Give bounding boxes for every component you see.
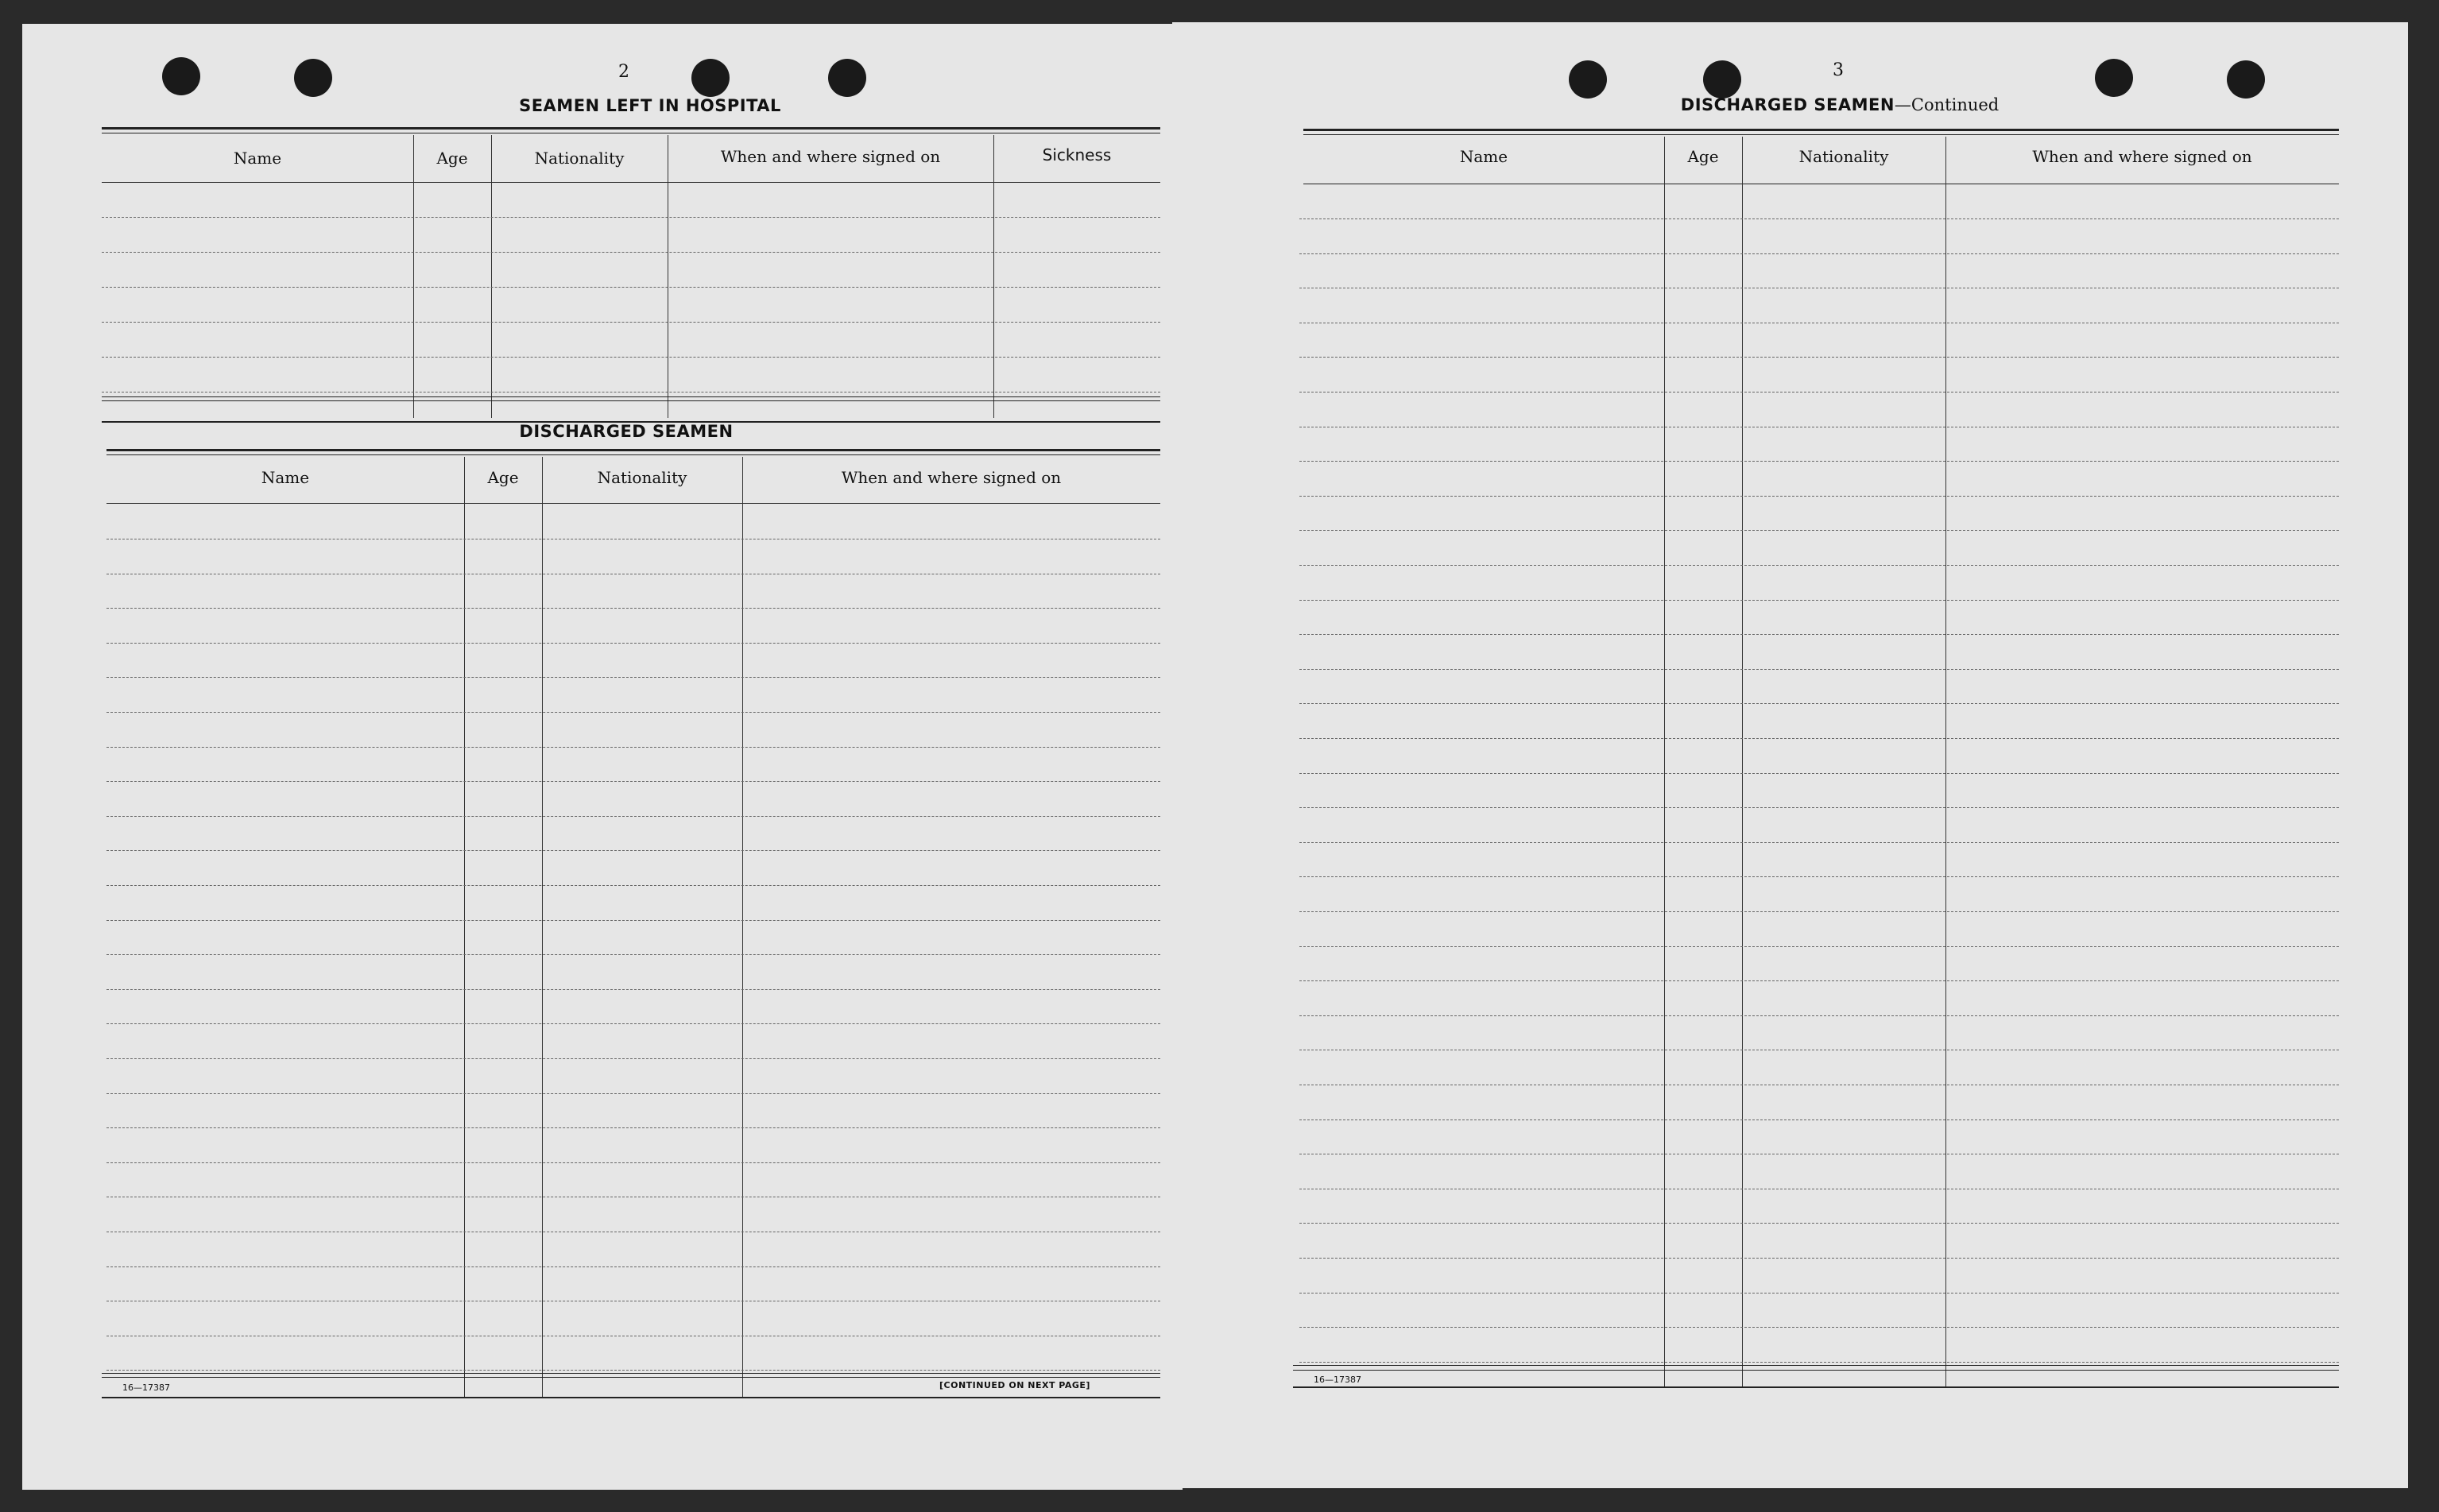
row-line: [106, 920, 1160, 921]
column-header-age: Age: [436, 149, 468, 168]
punch-hole-icon: [691, 59, 730, 97]
row-line: [106, 989, 1160, 990]
row-line: [1299, 842, 2339, 843]
table-rule: [102, 1377, 1160, 1378]
row-line: [102, 287, 1160, 288]
punch-hole-icon: [162, 57, 200, 95]
row-line: [1299, 565, 2339, 566]
table-rule: [102, 182, 1160, 183]
row-line: [106, 1093, 1160, 1094]
form-number: 16—17387: [1314, 1375, 1361, 1385]
punch-hole-icon: [2095, 59, 2133, 97]
column-header-name: Name: [1459, 147, 1508, 166]
row-line: [1299, 980, 2339, 981]
table-rule: [106, 449, 1160, 451]
right-page: [1172, 22, 2408, 1488]
table-rule: [102, 396, 1160, 397]
row-line: [102, 217, 1160, 218]
continued-note: [CONTINUED ON NEXT PAGE]: [939, 1380, 1090, 1390]
table-rule: [1293, 1386, 2339, 1388]
row-line: [106, 1058, 1160, 1059]
column-header-nationality: Nationality: [534, 149, 625, 168]
form-number: 16—17387: [122, 1382, 170, 1393]
punch-hole-icon: [2227, 60, 2265, 99]
page-number: 3: [1833, 60, 1844, 80]
row-line: [106, 1162, 1160, 1163]
discharged-section-title: DISCHARGED SEAMEN: [519, 422, 734, 441]
column-header-signed-on: When and where signed on: [720, 147, 941, 166]
column-header-sickness: Sickness: [1042, 145, 1112, 164]
row-line: [106, 1370, 1160, 1371]
row-line: [1299, 1327, 2339, 1328]
hospital-section-title: SEAMEN LEFT IN HOSPITAL: [519, 96, 781, 115]
row-line: [1299, 392, 2339, 393]
column-divider: [1664, 137, 1665, 1386]
column-header-nationality: Nationality: [597, 468, 687, 487]
row-line: [1299, 461, 2339, 462]
page-number: 2: [618, 62, 629, 82]
column-header-signed-on: When and where signed on: [2032, 147, 2252, 166]
row-line: [106, 1127, 1160, 1128]
row-line: [106, 954, 1160, 955]
row-line: [1299, 807, 2339, 808]
row-line: [106, 677, 1160, 678]
column-header-name: Name: [261, 468, 310, 487]
table-rule: [102, 1397, 1160, 1398]
row-line: [102, 252, 1160, 253]
row-line: [1299, 1015, 2339, 1016]
row-line: [106, 885, 1160, 886]
column-header-nationality: Nationality: [1798, 147, 1889, 166]
row-line: [1299, 669, 2339, 670]
table-rule: [106, 503, 1160, 504]
column-header-age: Age: [1687, 147, 1719, 166]
row-line: [1299, 1293, 2339, 1294]
column-divider: [491, 135, 492, 418]
row-line: [102, 357, 1160, 358]
column-divider: [464, 457, 465, 1397]
column-divider: [413, 135, 414, 418]
row-line: [1299, 600, 2339, 601]
row-line: [1299, 357, 2339, 358]
row-line: [106, 1266, 1160, 1267]
row-line: [1299, 738, 2339, 739]
column-divider: [1742, 137, 1743, 1386]
column-header-name: Name: [233, 149, 282, 168]
title-main: DISCHARGED SEAMEN: [1680, 95, 1895, 114]
table-rule: [102, 1373, 1160, 1374]
row-line: [106, 712, 1160, 713]
column-header-age: Age: [487, 468, 519, 487]
row-line: [106, 747, 1160, 748]
row-line: [106, 608, 1160, 609]
row-line: [1299, 496, 2339, 497]
row-line: [1299, 911, 2339, 912]
left-page: [22, 24, 1183, 1490]
row-line: [1299, 253, 2339, 254]
row-line: [1299, 634, 2339, 635]
title-suffix: —Continued: [1894, 95, 2000, 114]
punch-hole-icon: [1703, 60, 1741, 99]
row-line: [1299, 1119, 2339, 1120]
row-line: [1299, 1258, 2339, 1259]
table-rule: [1303, 134, 2339, 135]
punch-hole-icon: [828, 59, 866, 97]
row-line: [106, 1023, 1160, 1024]
row-line: [1299, 946, 2339, 947]
discharged-continued-title: [1661, 95, 2019, 114]
column-divider: [742, 457, 743, 1397]
row-line: [1299, 1223, 2339, 1224]
punch-hole-icon: [1569, 60, 1607, 99]
table-rule: [106, 454, 1160, 455]
row-line: [102, 392, 1160, 393]
punch-hole-icon: [294, 59, 332, 97]
column-header-signed-on: When and where signed on: [841, 468, 1062, 487]
row-line: [106, 816, 1160, 817]
column-divider: [1945, 137, 1946, 1386]
row-line: [1299, 703, 2339, 704]
row-line: [1299, 218, 2339, 219]
column-divider: [993, 135, 994, 418]
table-rule: [1293, 1370, 2339, 1371]
table-rule: [1293, 1365, 2339, 1366]
table-rule: [1303, 129, 2339, 131]
row-line: [1299, 1362, 2339, 1363]
row-line: [1299, 773, 2339, 774]
table-rule: [102, 400, 1160, 401]
row-line: [106, 643, 1160, 644]
row-line: [1299, 876, 2339, 877]
row-line: [1299, 530, 2339, 531]
column-divider: [542, 457, 543, 1397]
row-line: [102, 322, 1160, 323]
row-line: [106, 850, 1160, 851]
row-line: [106, 781, 1160, 782]
table-rule: [102, 127, 1160, 130]
